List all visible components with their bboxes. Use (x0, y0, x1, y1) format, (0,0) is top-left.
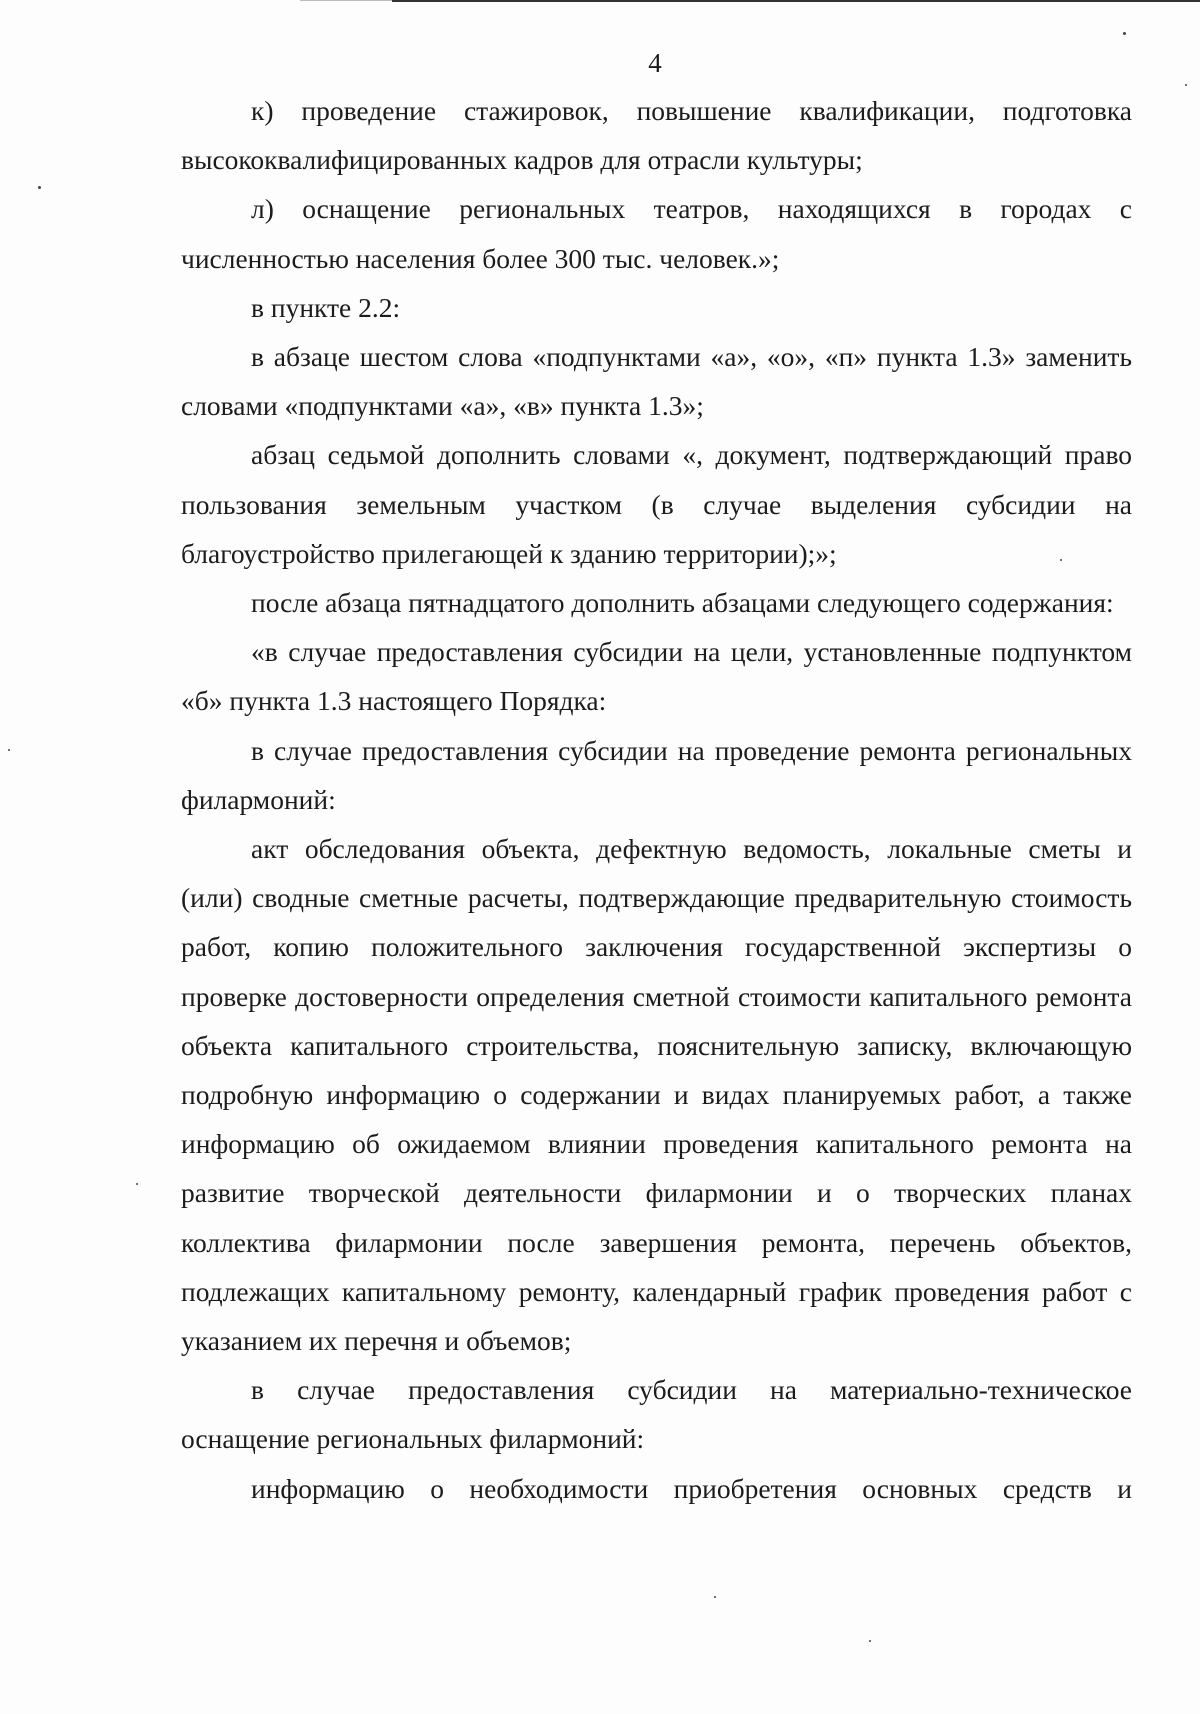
scan-speck (714, 1596, 716, 1598)
paragraph-l: л) оснащение региональных театров, находящихся в городах с численностью населения более 300 тыс. человек.»; (181, 193, 1132, 274)
paragraph-k: к) проведение стажировок, повышение квалификации, подготовка высококвалифицированных кадров для отрасли культуры; (181, 95, 1132, 176)
scan-speck (1123, 32, 1126, 35)
top-border-line (392, 0, 1200, 2)
paragraph-repair-documents: акт обследования объекта, дефектную ведомость, локальные сметы и (или) сводные сметные расчеты, подтверждающие предварительную стоимость работ, копию положительного заключения государственной экспертизы о проверке достоверности определения сметной стоимости капитального ремонта объекта капитального строительства, пояснительную записку, включающую подробную информацию о содержании и видах планируемых работ, а также информацию об ожидаемом влиянии проведения капитального ремонта на развитие творческой деятельности филармонии и о творческих планах коллектива филармонии после завершения ремонта, перечень объектов, подлежащих капитальному ремонту, календарный график проведения работ с указанием их перечня и объемов; (181, 833, 1132, 1357)
scan-speck (1060, 559, 1062, 561)
paragraph-after-abzac-15: после абзаца пятнадцатого дополнить абзацами следующего содержания: (251, 587, 1114, 619)
scan-speck (1185, 84, 1187, 86)
scan-speck (869, 1640, 871, 1642)
paragraph-point-2-2: в пункте 2.2: (251, 291, 401, 323)
paragraph-subsidy-purposes: «в случае предоставления субсидии на цели, установленные подпунктом «б» пункта 1.3 настоящего Порядка: (181, 636, 1132, 717)
scan-speck (8, 749, 10, 751)
paragraph-repair-case: в случае предоставления субсидии на проведение ремонта региональных филармоний: (181, 734, 1132, 815)
scan-speck (136, 1183, 138, 1185)
scan-edge-line (300, 0, 392, 1)
paragraph-abzac-6: в абзаце шестом слова «подпунктами «а», «о», «п» пункта 1.3» заменить словами «подпунктами «а», «в» пункта 1.3»; (181, 341, 1132, 422)
scan-speck (38, 186, 41, 189)
paragraph-equipment-case: в случае предоставления субсидии на материально-техническое оснащение региональных филармоний: (181, 1374, 1132, 1455)
paragraph-abzac-7: абзац седьмой дополнить словами «, документ, подтверждающий право пользования земельным участком (в случае выделения субсидии на благоустройство прилегающей к зданию территории);»; (181, 439, 1132, 569)
document-body (181, 86, 1132, 1513)
paragraph-equipment-info: информацию о необходимости приобретения основных средств и (251, 1472, 1132, 1504)
page-number: 4 (648, 48, 662, 78)
